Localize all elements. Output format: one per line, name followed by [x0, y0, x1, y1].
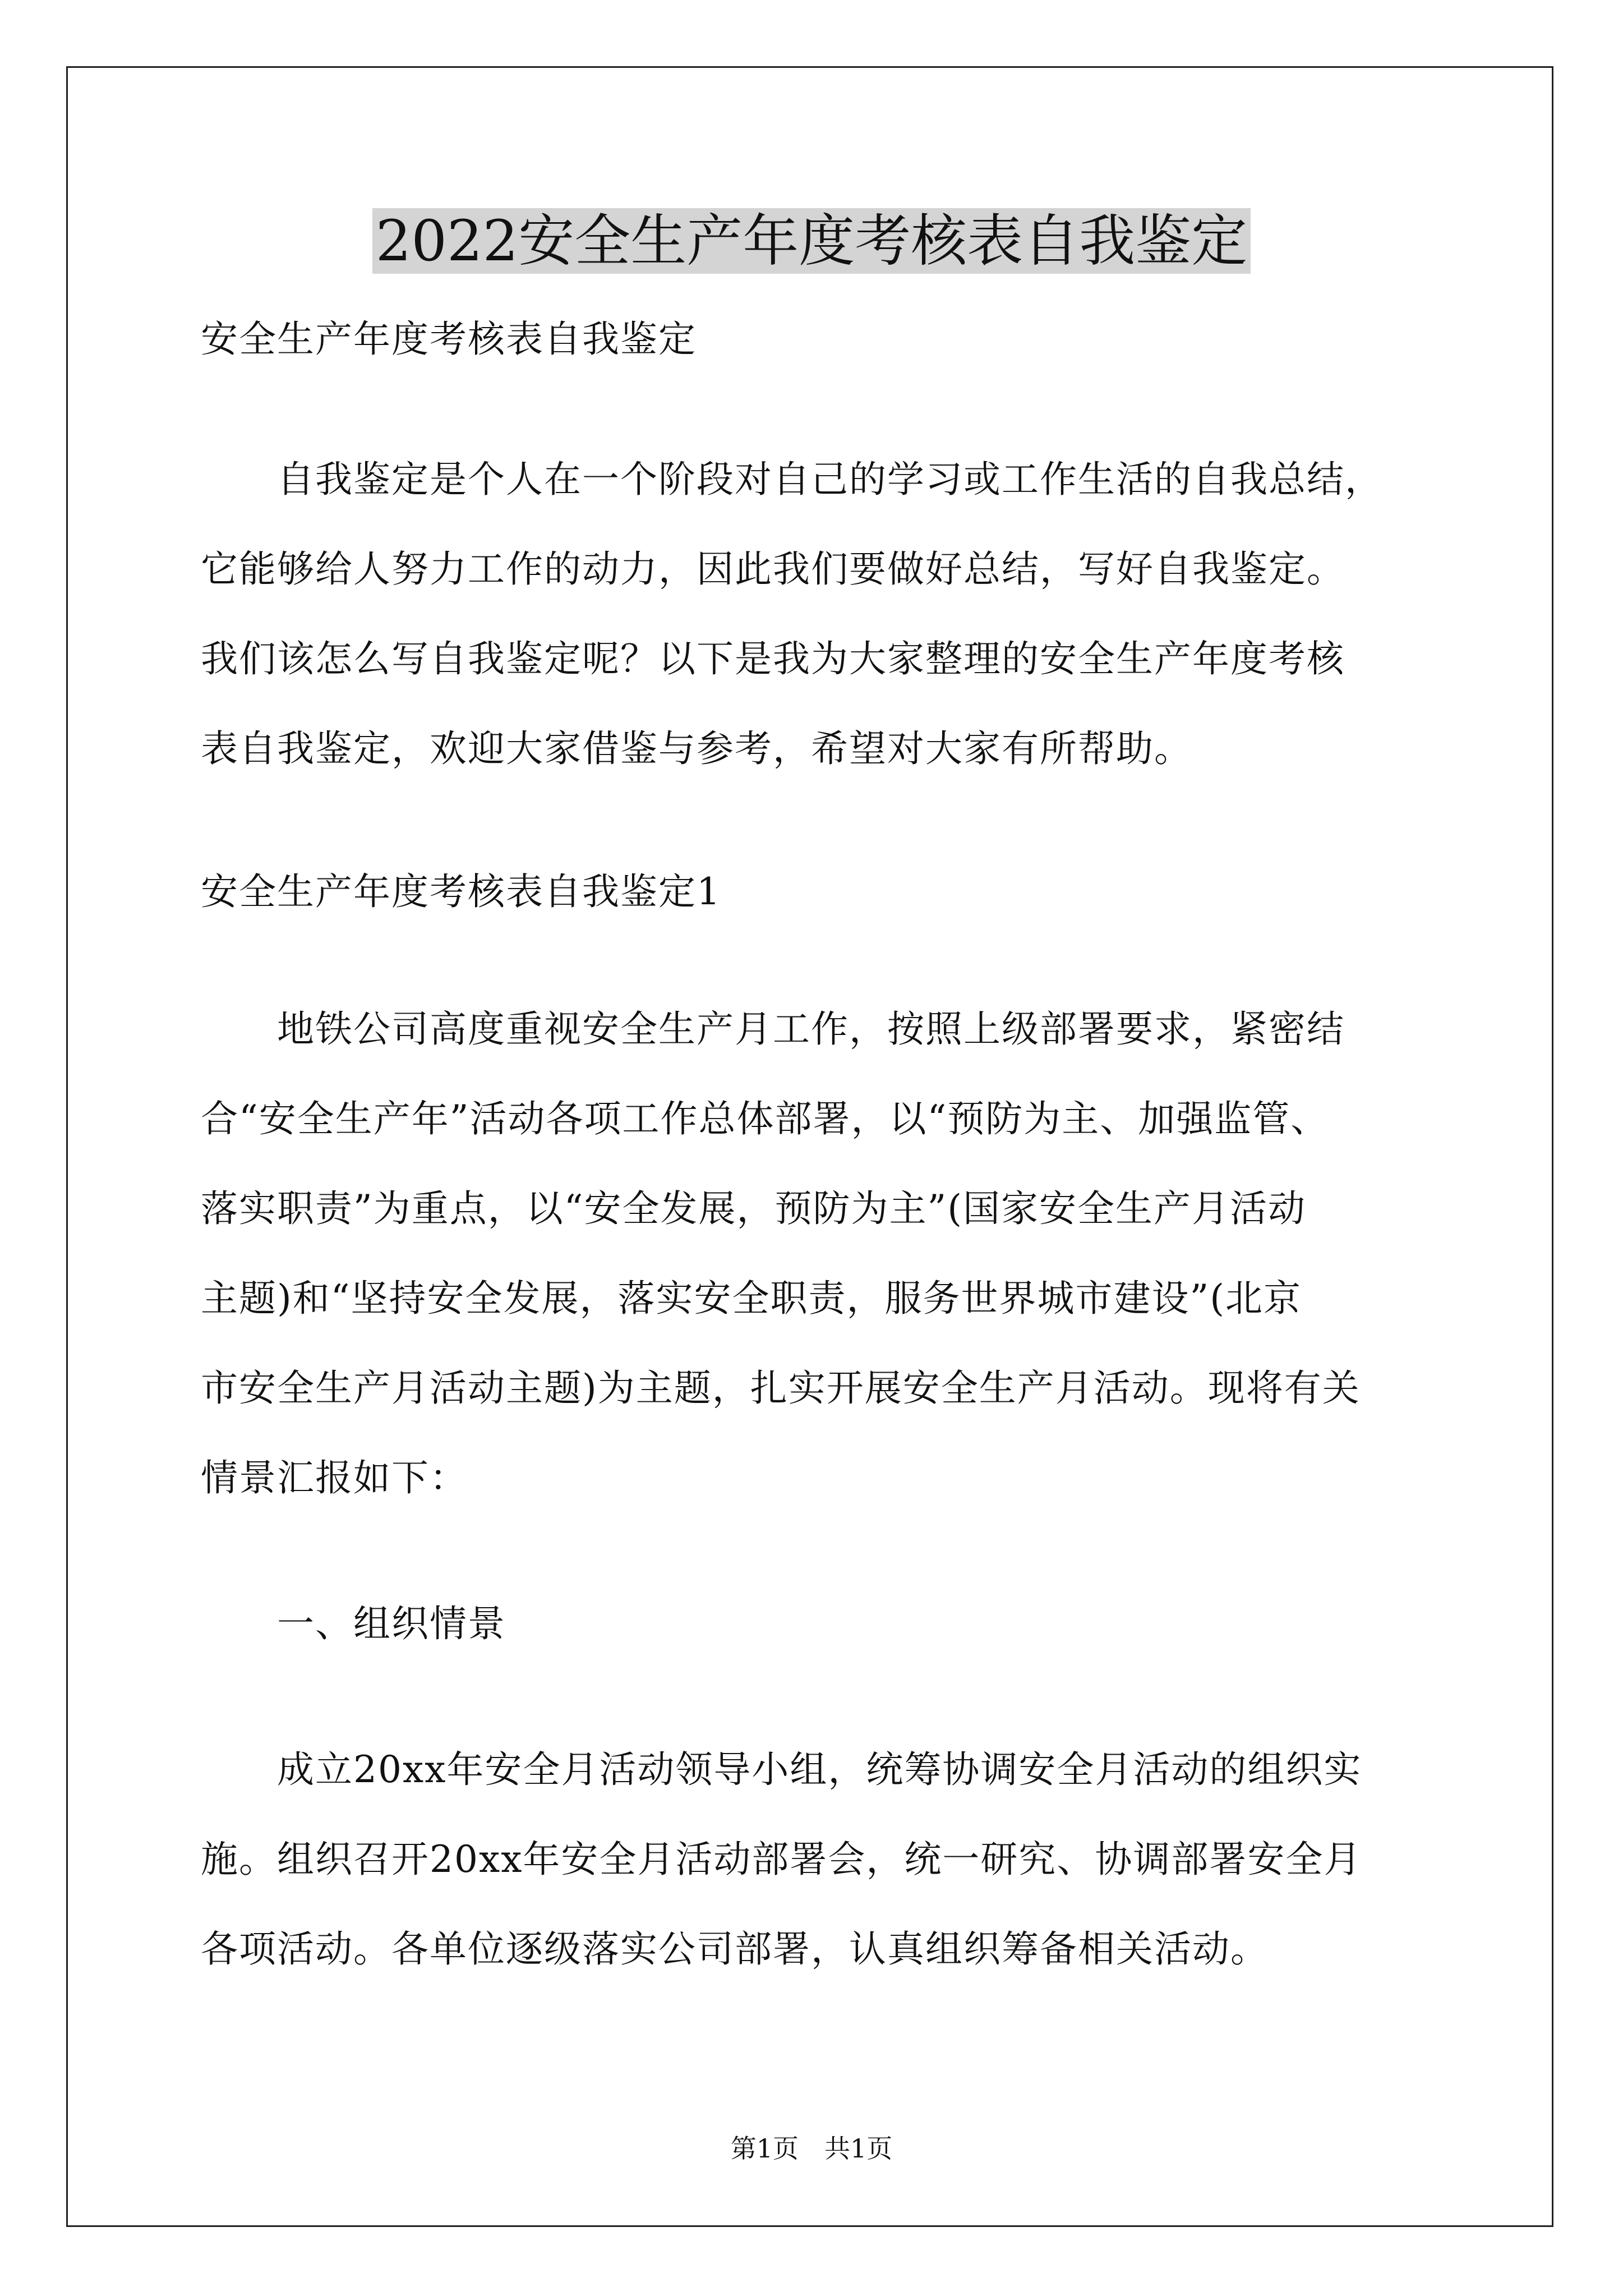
body-line: 安全生产年度考核表自我鉴定1 [201, 870, 721, 913]
body-line: 自我鉴定是个人在一个阶段对自己的学习或工作生活的自我总结， [201, 458, 1383, 501]
body-line: 合“安全生产年”活动各项工作总体部署，以“预防为主、加强监管、 [201, 1097, 1329, 1140]
page-footer: 第1页 共1页 [730, 2133, 893, 2164]
body-line: 成立20xx年安全月活动领导小组，统筹协调安全月活动的组织实 [201, 1748, 1362, 1791]
body-line: 表自我鉴定，欢迎大家借鉴与参考，希望对大家有所帮助。 [201, 727, 1192, 770]
body-line: 情景汇报如下： [201, 1456, 468, 1499]
body-line: 市安全生产月活动主题)为主题，扎实开展安全生产月活动。现将有关 [201, 1366, 1361, 1410]
body-line: 落实职责”为重点，以“安全发展，预防为主”(国家安全生产月活动 [201, 1187, 1306, 1230]
document-title: 2022安全生产年度考核表自我鉴定 [0, 202, 1623, 280]
body-line: 各项活动。各单位逐级落实公司部署，认真组织筹备相关活动。 [201, 1927, 1269, 1971]
body-line: 主题)和“坚持安全发展，落实安全职责，服务世界城市建设”(北京 [201, 1277, 1302, 1320]
body-line: 一、组织情景 [201, 1602, 506, 1645]
body-line: 我们该怎么写自我鉴定呢？以下是我为大家整理的安全生产年度考核 [201, 637, 1345, 680]
body-line: 地铁公司高度重视安全生产月工作，按照上级部署要求，紧密结 [201, 1007, 1345, 1051]
body-line: 施。组织召开20xx年安全月活动部署会，统一研究、协调部署安全月 [201, 1838, 1362, 1881]
body-line: 安全生产年度考核表自我鉴定 [201, 318, 697, 361]
page-border [66, 66, 1553, 2227]
body-line: 它能够给人努力工作的动力，因此我们要做好总结，写好自我鉴定。 [201, 547, 1345, 591]
